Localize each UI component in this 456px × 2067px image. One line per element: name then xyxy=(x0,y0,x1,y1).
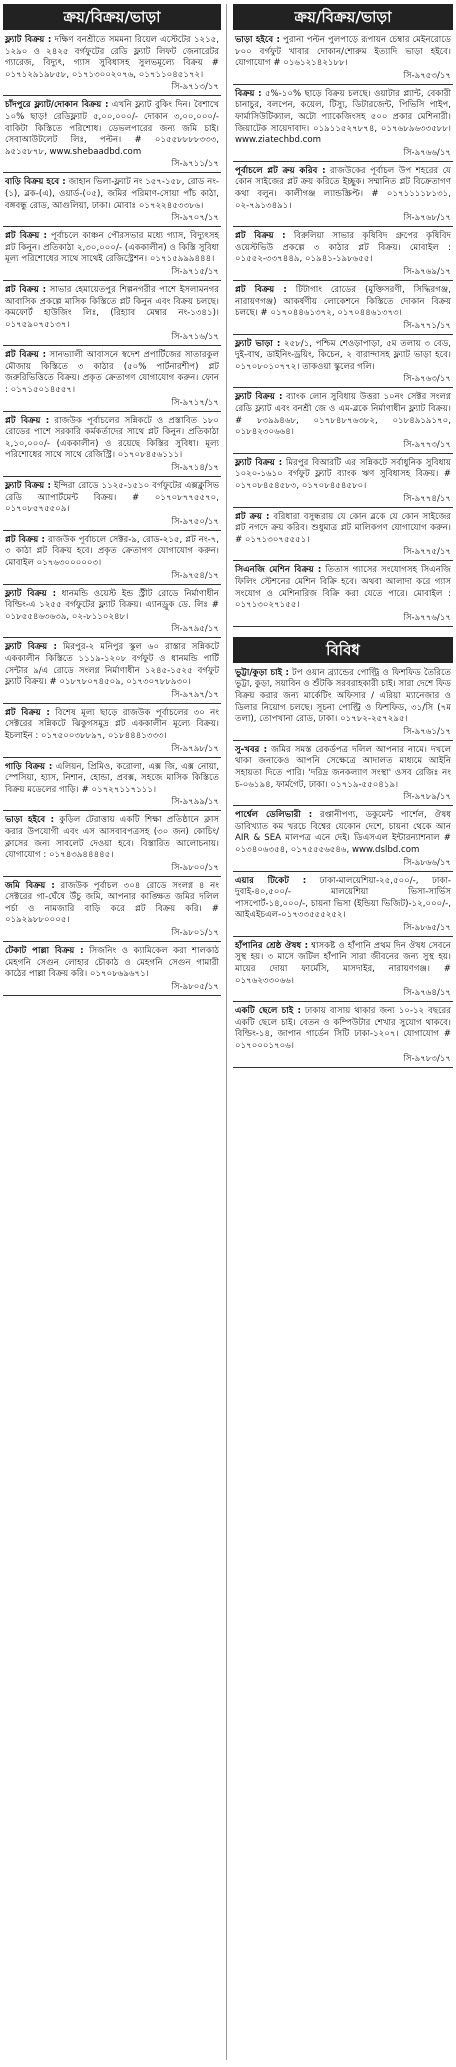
ad-text xyxy=(233,285,453,320)
ad-text xyxy=(233,35,453,70)
ad-text xyxy=(233,565,453,611)
classified-ad xyxy=(233,458,453,508)
classified-ad xyxy=(3,177,221,227)
ad-title: গাড়ি বিক্রয় : xyxy=(5,761,53,772)
ad-body: ২৫৮/১, পশ্চিম শেওড়াপাড়া, ৫ম তলায় ৩ বেড, দুই-বাথ, ডাইনিং-ড্রয়িং, কিচেন, ২ বারান্দাসহ ফ্ল্যাট ভাড়া হবে। ০১৭০৮০১০৭৭২। তাকওয়া স্কুলের গলি। xyxy=(235,338,452,372)
ad-body: মিরপুর বিআরটি এর সন্নিকটে সর্বাধুনিক সুবিধায় ১০২০-১৬১০ বর্গফুট ফ্ল্যাট ব্যাংক ঋণ সুবিধাসহ বিক্রয়। # ০১৭০৮৪৫৪৫৮৩, ০১৭০৮৪৫৪৫৮০। xyxy=(235,457,451,492)
classified-ad xyxy=(3,535,221,585)
ad-code: সি-৯৭১৫/১৭ xyxy=(171,266,219,277)
ad-text xyxy=(3,231,221,266)
ad-text xyxy=(3,589,221,624)
ad-title: একটি ছেলে চাই : xyxy=(235,1006,301,1017)
ad-title: প্লট বিক্রয় : xyxy=(5,231,47,242)
ad-code: সি-৯৭০৭/১৭ xyxy=(171,213,219,224)
classified-ad xyxy=(3,231,221,281)
ad-title: প্লট বিক্রয় : xyxy=(5,534,45,545)
ad-text xyxy=(3,762,221,797)
ad-title: প্লট বিক্রয় : xyxy=(5,707,50,718)
ad-code: সি-৯৭৯৫/১৭ xyxy=(171,624,219,635)
ad-body: টিটাগাং রোডের (মুক্তিসরণী, সিদ্ধিরগঞ্জ, নারায়ণগঞ্জ) আকর্ষণীয় লোকেশনে কিস্তিতে দোকান বিক্রয় চলছে। # ০১৭০৪৪৬১৩৭২, ০১৭০৪৪৬১৩৭৩। xyxy=(235,284,451,319)
ad-separator xyxy=(3,476,221,477)
section-header-buy-sell-rent: ক্রয়/বিক্রয়/ভাড়া xyxy=(3,4,221,30)
ad-separator xyxy=(233,1067,453,1068)
ad-text xyxy=(3,481,221,516)
ad-code: সি-৯৭৯৯/১৭ xyxy=(171,797,219,808)
ad-text xyxy=(233,458,453,493)
ad-text xyxy=(3,815,221,861)
ad-code: সি-৯৭৬৮/১৭ xyxy=(403,213,451,224)
ad-body: রাজউক পূর্বাচলের সন্নিকটে ও প্রস্তাবিত ১৮০ রোডের পাশে সরকারি কর্মকর্তাদের সাথে প্লট কিনুন। প্রতিকাঠা ২,১০,০০০/- (এককালীন) ও রয়েছে কিস্তির সুবিধা। মূল্য পরিশোধের সাথে সাথে রেজিস্ট্রি। ০১৭০৮৪৫৬১১১। xyxy=(5,415,219,461)
ad-text xyxy=(233,392,453,438)
ad-code: সি-৯৭৭৫/১৭ xyxy=(403,547,451,558)
ad-separator xyxy=(3,530,221,531)
classified-ad xyxy=(233,810,453,871)
ad-body: বিশেষ মূল্য ছাড়ে রাজউক পূর্বাচলের ৩০ নং সেক্টরের সন্নিকটে ঝিকুগসমুদ্র প্লট এককালীন মূল্যে বিক্রয়। ইচলাইন : ০১৭৫০০৩৮৮৯৭, ০১৮৪৪৪১৩৩৩। xyxy=(5,707,220,741)
classified-ad xyxy=(233,1006,453,1067)
classified-ad xyxy=(233,166,453,227)
ad-text xyxy=(3,946,221,981)
ad-body: বরিধারা বসুন্ধরায় যে কোন ব্লকে যে কোন সাইজের প্লট নগদে ক্রয় করিব। শুধুমাত্র প্লট মালিকগণ যোগাযোগ করুন। # ০১৭১৩০৭৫৫৫১। xyxy=(235,511,452,545)
ad-separator xyxy=(3,757,221,758)
ad-code: সি-৯৭৫৩/১৭ xyxy=(403,70,451,81)
ad-code: সি-৯৭৭৬/১৭ xyxy=(403,612,451,623)
ad-text xyxy=(233,810,453,856)
classified-ad xyxy=(233,231,453,281)
ad-code: সি-৯৮৬৬/১৭ xyxy=(403,857,451,868)
ad-text xyxy=(3,350,221,396)
ad-body: সানভ্যালী আবাসনে স্বদেশ প্রপার্টিজের সাতারকুল মৌজায় কিস্তিতে ৩ কাঠার (৫০% পার্টনারশীপ) প্লট জরুরিভিত্তিতে বিক্রয়। প্রকৃত ক্রেতাগণ যোগাযোগ করুন। ফোন : ০১৭১৫০১৪৫৫৭। xyxy=(5,350,219,396)
ad-body: কুড়িল টেরাত্তায় একটি শিক্ষা প্রতিষ্ঠানে ক্লাস করার উপযোগী এবং এস আসবাবপত্রসহ (৩০ জন) কোচিং/ক্লাসের জন্য সাবলেট দেওয়া হবে। বিস্তারিত আলোচনায়। যোগাযোগ : ০১৭৪৩৯৪৪৪৪৫। xyxy=(5,815,219,861)
ad-text xyxy=(3,285,221,331)
ad-list xyxy=(3,35,221,996)
classified-ad xyxy=(3,350,221,411)
ad-body: রাজউক পূর্বাচলে সেক্টর-৯, রোড-২১৫, প্লট নং-৭, ৩ কাঠা প্লট বিক্রয় হবে। প্রকৃত ক্রেতাগণ যোগাযোগ করুন। মোবাইল ০১৭৬৩০০০০০৩। xyxy=(5,534,220,568)
ad-body: পুরানা পল্টন পুলপাড়ে রূপায়ন চেম্বার মেইনরোডে ৮০০ বর্গফুট খাবার দোকান/শোরুম ইত্যাদি ভাড়া হইবে। যোগাযোগ # ০১৬১২১৪২১৮৮। xyxy=(235,35,451,69)
ad-separator xyxy=(3,280,221,281)
ad-separator xyxy=(3,810,221,811)
ad-body: মিরপুর-২ মনিপুর স্কুল ৬০ রাস্তার সন্নিকটে এককালীন কিস্তিতে ১১১৯-১২০৮ বর্গফুট ও ধানমন্ডি পার্টি সেন্টার ৯/এ রোডে সংলগ্ন নির্মাণাধীন ১২৪৫-১৫২৫ বর্গফুট ফ্ল্যাট বিক্রয়। # ০১৮৭৮০৭৪৫০৯, ০১৭৩০৭৮৮৯৩০। xyxy=(5,642,220,688)
ad-body: জমির সমস্ত রেকর্ডপত্র দলিল আপনার নামে। দখলে থাকা জনাকেও আপনি সেক্ষেত্রে আদালত মাধ্যমে আইনি সহায়তা দিতে পারি। 'দরিদ্র জনকল্যাণ সংস্থা' ওসব রেজিঃ নং চ-০৬১৯৪, ফার্মগেট, ঢাকা। ০১৭১৯-৫৫০৪১৯। xyxy=(235,744,451,790)
ad-text xyxy=(3,535,221,570)
ad-code: সি-৯৭৮৩/১৭ xyxy=(403,1053,451,1064)
ad-code: সি-৯৭১১/১৭ xyxy=(171,159,219,170)
ad-separator xyxy=(233,226,453,227)
ad-separator xyxy=(3,703,221,704)
ad-text xyxy=(233,231,453,266)
ad-code: সি-৯৮০৫/১৭ xyxy=(171,981,219,992)
ad-title: চাঁদপুরে ফ্ল্যাট/দোকান বিক্রয় : xyxy=(5,100,109,111)
ad-text xyxy=(233,339,453,374)
ad-body: পূর্বাচলে কাঞ্চন পৌরসভার মধ্যে গ্যাস, বিদ্যুৎসহ প্লট কিনুন। প্রতিকাঠা ২,৩০,০০০/- (এককালীন) ও কিস্তি সুবিধা মূল্য পরিশোধের সাথে সাথেই রেজিস্ট্রেশন। ০১৭১৫৯৯৯৪৪৪। xyxy=(5,231,219,265)
ad-code: সি-৯৭৮৯/১৭ xyxy=(403,792,451,803)
classified-ad xyxy=(233,745,453,806)
ad-separator xyxy=(3,411,221,412)
ad-title: ভাড়া হইবে : xyxy=(5,815,55,826)
ad-title: ফ্ল্যাট বিক্রয় : xyxy=(5,35,52,45)
ad-code: সি-৯৭৬৯/১৭ xyxy=(403,266,451,277)
classified-ad xyxy=(3,642,221,703)
ad-body: টপ ওয়ান ব্র্যান্ডের পোল্ট্রি ও ফিশফিড তৈরিতে ভুট্টা, কুড়া, সয়াবিন ও শুঁটকি সরবরাহকারী চাই। সারা দেশে ফিড বিক্রয় করার জন্য মার্কেটিং অফিসার / এরিয়া ম্যানেজার ও ডিলার নিয়োগ চলছে। সূচনা পোল্ট্রি ও ফিশফিড, ৩১/সি (৭ম তলা), তোপখানা রোড, ঢাকা। ০১৭৮২-২৫৭২৯৫। xyxy=(235,667,451,725)
classified-ad xyxy=(3,35,221,96)
ad-title: হাঁপানির শ্রেষ্ঠ ঔষধ : xyxy=(235,940,309,951)
ad-text xyxy=(233,745,453,791)
ad-separator xyxy=(233,84,453,85)
ad-separator xyxy=(3,95,221,96)
ad-separator xyxy=(233,936,453,937)
ad-code: সি-৯৮০১/১৭ xyxy=(171,928,219,939)
classified-ad xyxy=(233,392,453,453)
classified-ad xyxy=(3,708,221,758)
ad-separator xyxy=(233,560,453,561)
ad-title: এয়ার টিকেট : xyxy=(235,875,307,886)
ad-body: ধানমন্ডি ওয়েস্ট ইন্ড স্ট্রীট রোডে নির্মাণাধীন বিল্ডিং-এ ১২৫৫ বর্গফুটের ফ্ল্যাট বিক্রয়। এ্যানড্রুক ডে. লিঃ # ০১৮৫৫৪৬৩৬৩৯, ০২-৮১১০২৪৮। xyxy=(5,588,220,622)
ad-separator xyxy=(233,740,453,741)
ad-separator xyxy=(233,626,453,627)
ad-separator xyxy=(233,871,453,872)
ad-code: সি-৯৭৫০/১৭ xyxy=(171,516,219,527)
ad-title: ফ্ল্যাট বিক্রয় : xyxy=(235,392,283,403)
ad-body: সিজনিং ও ক্যামিকেল করা শালকাঠ মেহগনি সেগুন লোহার চৌকাঠ ও মেহগনি সেগুন গামারী কাঠের পাল্লা বিক্রয় করি। ০১৭০৮৬৯৬৭১। xyxy=(5,946,219,980)
ad-text xyxy=(233,1006,453,1052)
ad-code: সি-৯৭৭৩/১৭ xyxy=(403,439,451,450)
classified-ad xyxy=(233,668,453,741)
ad-text xyxy=(3,881,221,927)
ad-code: সি-৯৭৯৮/১৭ xyxy=(171,743,219,754)
ad-title: ভাড়া হইবে : xyxy=(235,35,280,45)
ad-title: ফ্ল্যাট বিক্রয় : xyxy=(5,481,51,492)
classified-ad xyxy=(3,100,221,173)
classified-ad xyxy=(233,89,453,162)
ad-title: সিএনজি মেশিন বিক্রয় : xyxy=(235,565,322,576)
ad-separator xyxy=(3,995,221,996)
ad-text xyxy=(3,416,221,462)
ad-body: তিতাস গ্যাসের সংযোগসহ সিএনজি ফিলিং স্টেশনের মেশিন বিক্রি হবে। অথবা আলাদা করে গ্যাস সংযোগ ও মেশিনারিজ বিক্রি করা যেতে পারে। মোবাইল : ০১৭১৩০২৭১৫৫। xyxy=(235,565,451,611)
ad-separator xyxy=(233,334,453,335)
ad-body: ঢাকা-মালয়েশিয়া-২৫,৫০০/-, ঢাকা-দুবাই-৪০,৫০০/- মালয়েশিয়া ভিসা-সার্ভিস পাসপোর্ট-১৪,০০০/-, চায়না ভিসা (ইন্ডিয়া ভিজিট)-১২,০০০/-, আইএইচএল-০১৭৩৩৫৫৫২৫২। xyxy=(235,875,452,921)
ad-body: ঢাকায় বাসায় থাকার জন্য ১০-১২ বছরের একটি ছেলে চাই। বেতন ও কম্পিউটার শেখার সুযোগ থাকবে। বিল্ডিং-১৪, জাপান গার্ডেন সিটি ঢাকা-১২০৭। যোগাযোগ # ০১৭০০০১৭০৬। xyxy=(235,1006,451,1052)
ad-text xyxy=(3,35,221,81)
classified-ad xyxy=(233,35,453,85)
ad-text xyxy=(233,668,453,726)
ad-title: জমি বিক্রয় : xyxy=(5,880,55,891)
ad-text xyxy=(233,166,453,212)
ad-body: দক্ষিণ বনশ্রীতে সমমনা রিয়েল এস্টেটের ১২১৫, ১২৯০ ও ২৪২৫ বর্গফুটের রেডি ফ্ল্যাট লিফট জেনারেটর গ্যারেজ, বিদ্যুৎ, গ্যাস সুবিধাসহ সুলভমূল্যে বিক্রয় # ০১৭১২৯১৯৮৫৮, ০১৭১৩০০২০৭৬, ০১৭১১০৪৫১৭২। xyxy=(5,35,220,80)
ad-code: সি-৯৭৭১/১৭ xyxy=(403,320,451,331)
ad-body: বিরুলিয়া সাভার কৃষিবিদ গ্রুপের কৃষিবিদ ওয়েস্টভিউ প্রকল্পে ৩ কাঠার প্লট বিক্রয়। মোবাইল : ০১৫৫২-৩৩৭৪৪৯, ০১৯৪১-১৯৮৬৫৫। xyxy=(235,231,451,265)
ad-title: ফ্ল্যাট ভাড়া : xyxy=(235,338,281,349)
ad-body: জাহান ভিলা-ফ্ল্যাট নং ১৫৭-১৫৮, রোড নং-(১), ব্লক-(এ), ওয়ার্ড-(০৫), জমির পরিমাণ-সোয়া পাঁচ কাঠা, বঙ্গবন্ধু রোড, আগুলিয়া, ঢাকা। মোবাঃ ০১৭২২৪৫৩৩৮৬। xyxy=(5,177,219,211)
ad-text xyxy=(3,642,221,688)
classified-ad xyxy=(3,946,221,996)
classified-ad xyxy=(233,876,453,937)
ad-body: ব্যাংক লোন সুবিধায় উত্তরা ১০নং সেক্টর সংলগ্ন রেডি ফ্ল্যাট এবং বনশ্রী জে ও এম-ব্লকে নির্মাণাধীন ফ্ল্যাট বিক্রয়। # ৮৩৯৯৪৬৮, ০১৭৮৪৮৭৬৩৮২, ০১৮৪৯১৯১৭০, ০১৮৪২৩০৬৬৪। xyxy=(235,392,452,438)
ad-title: ভুট্টা/কুড়া চাই : xyxy=(235,667,289,678)
ad-separator xyxy=(3,876,221,877)
classified-ad xyxy=(233,512,453,562)
column-divider xyxy=(226,4,227,2060)
ad-text xyxy=(233,941,453,987)
ad-code: সি-৯৮৬৫/১৭ xyxy=(403,922,451,933)
classified-ad xyxy=(3,762,221,812)
ad-title: প্লট বিক্রয় : xyxy=(235,231,286,242)
ad-title: ফ্ল্যাট বিক্রয় : xyxy=(235,457,283,468)
ad-separator xyxy=(233,387,453,388)
ad-separator xyxy=(3,172,221,173)
ad-separator xyxy=(233,161,453,162)
ad-title: ফ্ল্যাট বিক্রয় : xyxy=(5,588,57,599)
ad-separator xyxy=(233,453,453,454)
ad-text xyxy=(3,177,221,212)
classified-ad xyxy=(3,481,221,531)
ad-body: রাজউক পূর্বাচল ৩০৪ রোডে সংলগ্ন ৪ নং সেক্টরের গা-ঘেঁষে উঁচু জমি, আপনার কাঙ্ক্ষিত জমির দলিল পর্চা ও নামজারি বাড়ি করে প্লট বিক্রয় করি। # ০১৯২৯৮৮০০০৫। xyxy=(5,880,219,926)
ad-title: বাড়ি বিক্রয় হবে : xyxy=(5,177,66,188)
ad-text xyxy=(233,876,453,922)
ad-code: সি-৯৮০০/১৭ xyxy=(171,862,219,873)
ad-body: এলিয়ন, প্রিমিও, করোলা, এক্স জি, এক্স নোয়া, স্পেসিয়া, হ্যাস, নিশান, হোন্ডা, প্রবক্স, সহজে মাসিক কিস্তিতে বিক্রয় মডেলের গাড়ি। # ০১৭২৭১১৭১১১। xyxy=(5,761,219,795)
ad-separator xyxy=(3,637,221,638)
ad-body: রপ্তানীপণ্য, ডকুমেন্ট পার্শেল, ঔষধ ডাবিখ্যাত কম খরচে বিশ্বের যেকোন দেশে, চায়না থেকে আন AIR & SEA মালপত্র এনে দেই। ডিএসএল ইন্টারন্যাশনাল # ০১৩৪০৬৩৫৪, ০১৭৫৫৫৬৫৪৬, www.dslbd.com xyxy=(235,810,452,855)
classified-ad xyxy=(3,416,221,477)
ad-title: প্লট বিক্রয় : xyxy=(235,284,287,295)
ad-code: সি-৯৭১৩/১৭ xyxy=(171,82,219,93)
ad-title: প্লট বিক্রয় : xyxy=(5,350,47,361)
ad-title: প্লট বিক্রয় : xyxy=(5,284,47,295)
ad-code: সি-৯৭৬৩/১৭ xyxy=(403,374,451,385)
ad-separator xyxy=(3,584,221,585)
ad-separator xyxy=(233,1001,453,1002)
ad-code: সি-৯৭৭৪/১৭ xyxy=(403,493,451,504)
ad-separator xyxy=(233,805,453,806)
ad-text xyxy=(3,708,221,743)
classified-ad xyxy=(3,285,221,346)
ad-code: সি-৯৭১৬/১৭ xyxy=(171,332,219,343)
ad-title: বিক্রয় : xyxy=(235,88,262,99)
ad-title: সু-খবর : xyxy=(235,744,268,755)
ad-body: শ্বাসকষ্ট ও হাঁপানি প্রথম দিন ঔষধ সেবনে সুস্থ হয়। ৩ মাসে জটিল হাঁপানি সারা জীবনের জন্য সুস্থ হয়। মায়ের দোয়া ফার্মেসি, মাসদাইর, নারায়ণগঞ্জ। # ০১৭৬২৩৩০৬৬। xyxy=(235,940,451,986)
ad-code: সি-৯৭৬৬/১৭ xyxy=(403,147,451,158)
section-header-buy-sell-rent: ক্রয়/বিক্রয়/ভাড়া xyxy=(233,4,453,30)
ad-body: ৫%-১০% ছাড়ে বিক্রয় চলছে। ওয়াটার প্ল্যান্ট, বেকারী চানাচুর, বলপেন, কয়েল, টিস্যু, ডিটারজেন্ট, পিভিসি পাইপ, ফার্মাসিউটিক্যাল, অটো প্যাকেজিংসহ ৫০০ প্রকার মেশিনারী। জিয়াটেক সায়েদাবাদ। ০১৯১১৫২৭৮৭৪, ০১৭৬৮৯৬৩৩৫৮৮। www.ziatechbd.com xyxy=(235,88,451,146)
classified-ad xyxy=(3,881,221,942)
ad-code: সি-৯৭১৭/১৭ xyxy=(171,397,219,408)
ad-separator xyxy=(233,280,453,281)
ad-title: প্লট বিক্রয় : xyxy=(5,415,50,426)
classified-ad xyxy=(233,285,453,335)
ad-text xyxy=(233,512,453,547)
ad-separator xyxy=(3,345,221,346)
ad-code: সি-৯৭৬১/১৭ xyxy=(403,726,451,737)
ad-code: সি-৯৭৬৪/১৭ xyxy=(403,988,451,999)
ad-text xyxy=(233,89,453,147)
ad-body: সাভার হেমায়েতপুর শিল্পনগরীর পাশে ইসলামনগর আবাসিক প্রকল্পে মাসিক কিস্তিতে প্লট কিনুন এবং বিক্রয় চলছে। কমফোর্ট হাউজিং লিঃ, (রিহ্যাব মেম্বার নং-১৩৪১)। ০১৭৫৯০৭৫১৩৭। xyxy=(5,284,219,330)
ad-title: পূর্বাচলে প্লট ক্রয় করিব : xyxy=(235,165,326,176)
classified-ad xyxy=(233,565,453,626)
left-column xyxy=(3,4,221,1000)
ad-separator xyxy=(3,941,221,942)
ad-body: ইন্দিরা রোডে ১১২৫-১৫১০ বর্গফুটের এক্সক্লুসিভ রেডি অ্যাপার্টমেন্ট বিক্রয়। # ০১৭০৮৭৭৫৫৭০, ০১৭০৮৫৭৫৫০৯। xyxy=(5,481,220,515)
classified-ad xyxy=(233,941,453,1002)
ad-separator xyxy=(233,507,453,508)
ad-body: এখনি ফ্ল্যাট বুকিং দিন। বৈশাখে ১০% ছাড়! রেডিফ্ল্যাট ৫,০০,০০০/- দোকান ৩,০০,০০০/- বাকিটা কিস্তিতে পরিশোধ। ডেভলপারের জন্য জমি চাই। সেবাআউটলেট লিঃ, পল্টন। # ০১৫৫৮৮৮৮৩৩৩, ৯৫১৫৮৭৮, www.shebaadbd.com xyxy=(5,100,219,157)
ad-title: পার্শ্বেল ডেলিভারী : xyxy=(235,810,313,821)
ad-code: সি-৯৭১৪/১৭ xyxy=(171,463,219,474)
ad-title: টেকাট পাল্লা বিক্রয় : xyxy=(5,946,84,957)
ad-title: প্লট ক্রয় : xyxy=(235,511,270,522)
ad-body: রাজউকের পূর্বাচল উপ শহরের যে কোন সাইজের প্লট ক্রয় করিতে ইচ্ছুক। সম্মানিত প্লট বিক্রেতাগণ কথা বলুন। কালীগঞ্জ ল্যান্ডস্ক্রিপ্ট। # ০১৭১১১১৮১৩১, ০২-৭৯১৩৪৯১। xyxy=(235,165,452,211)
ad-text xyxy=(3,100,221,158)
ad-code: সি-৯৭৯৭/১৭ xyxy=(171,689,219,700)
ad-list xyxy=(233,668,453,1068)
ad-list xyxy=(233,35,453,627)
ad-title: ফ্ল্যাট বিক্রয় : xyxy=(5,642,57,653)
ad-code: সি-৯৭৫৪/১৭ xyxy=(171,570,219,581)
ad-separator xyxy=(3,226,221,227)
section-header-miscellaneous: বিবিধ xyxy=(233,637,453,663)
classified-ad xyxy=(3,589,221,639)
classified-ad xyxy=(233,339,453,389)
classified-ad xyxy=(3,815,221,876)
right-column xyxy=(233,4,453,1072)
